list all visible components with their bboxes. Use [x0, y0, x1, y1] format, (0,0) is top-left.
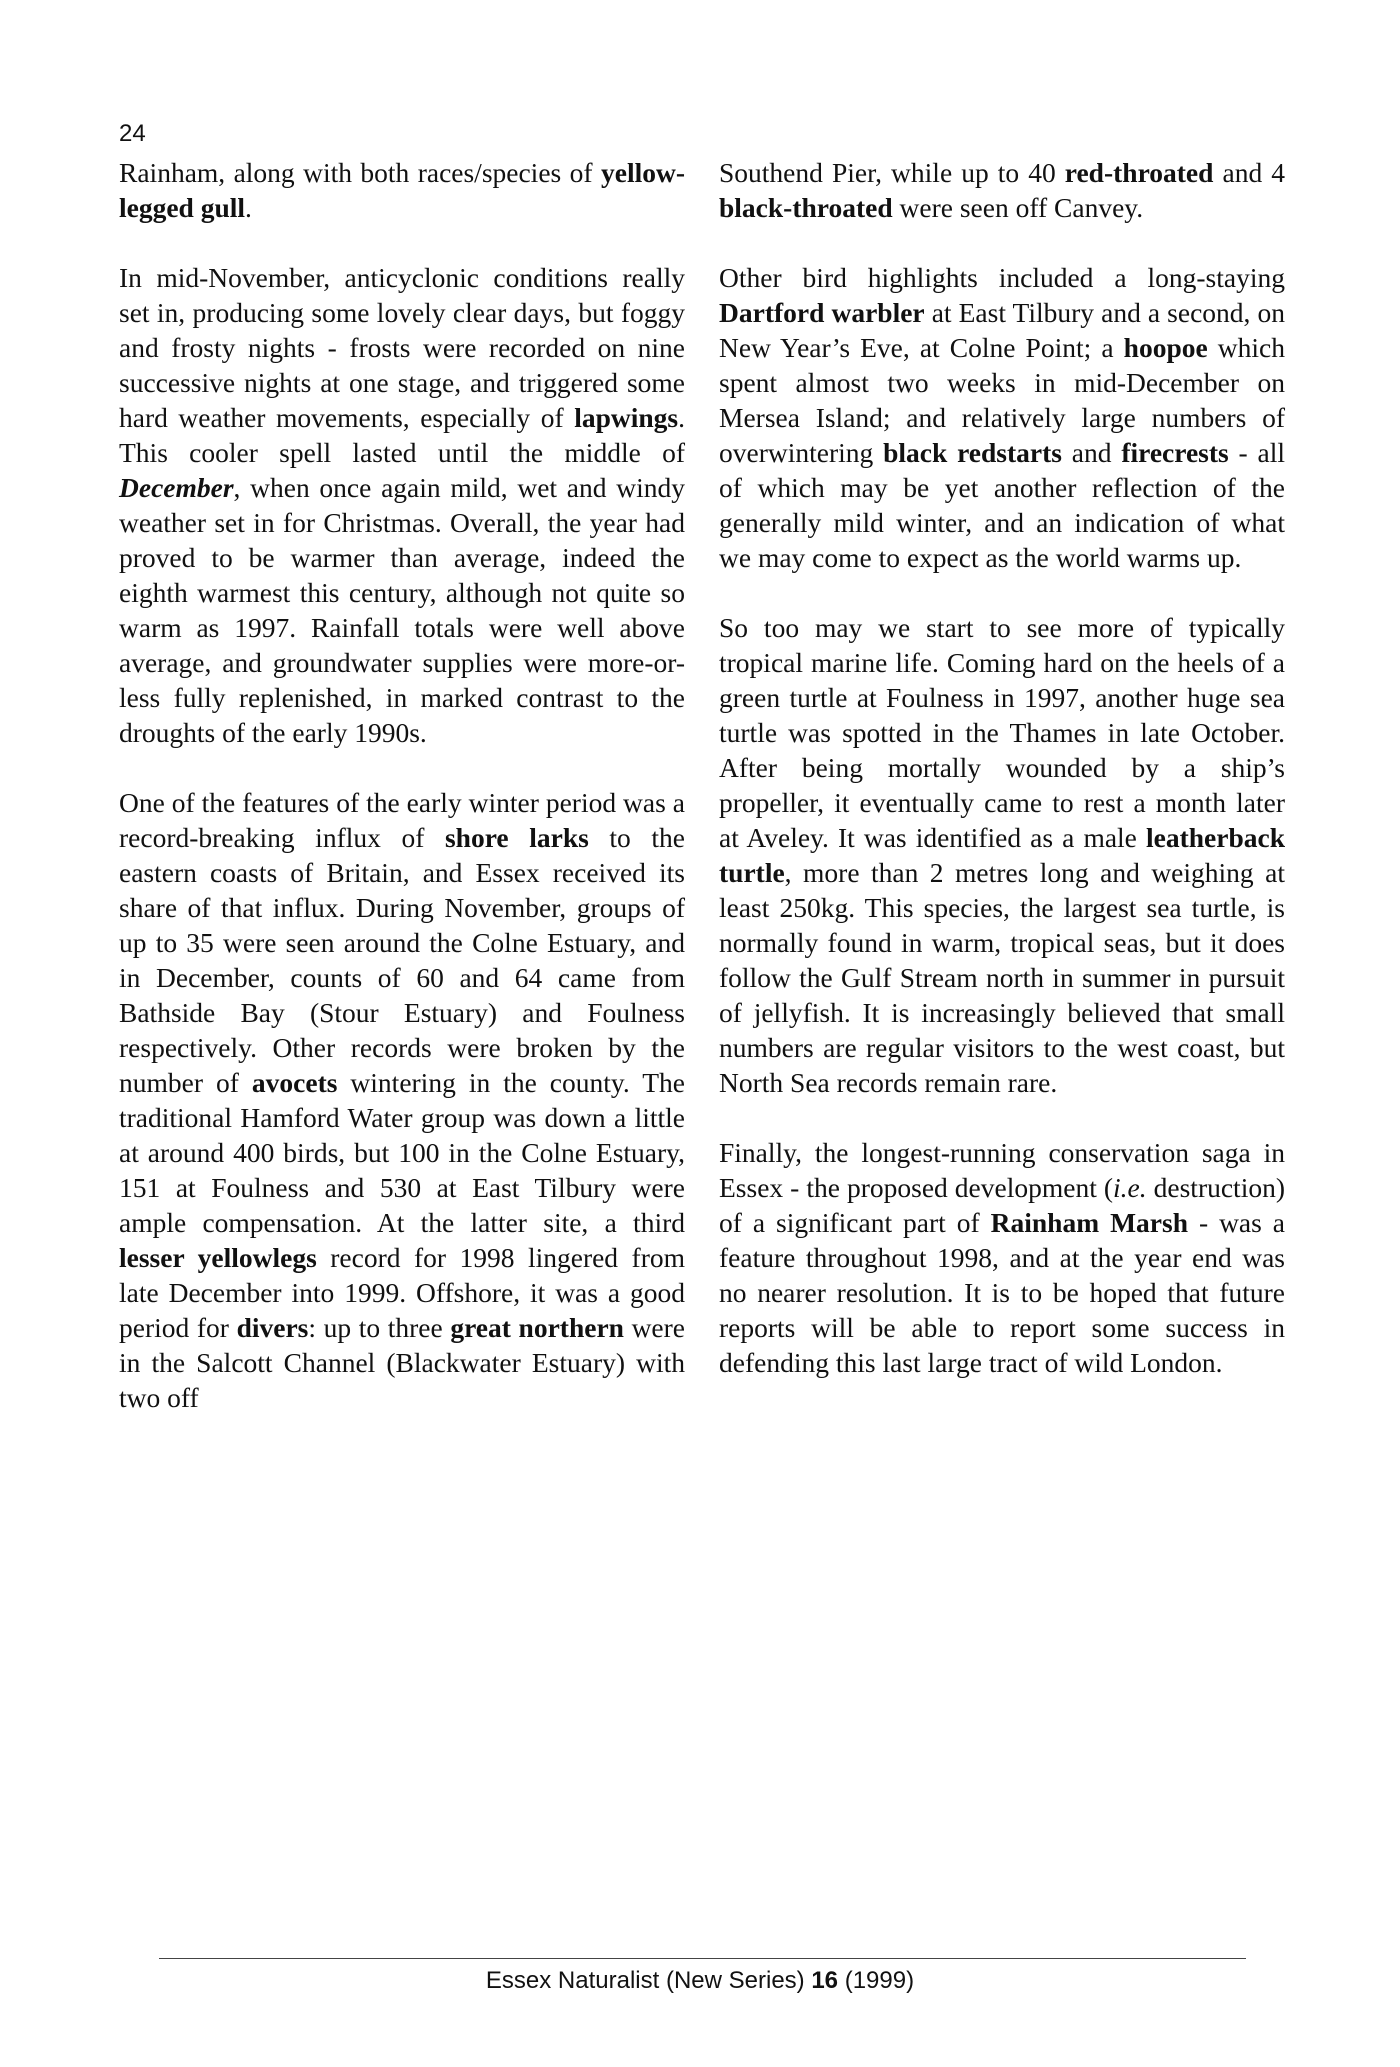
- bold-term: lesser yellowlegs: [119, 1242, 317, 1273]
- page-number: 24: [119, 120, 146, 147]
- bold-term: shore larks: [444, 822, 589, 853]
- text-run: and 4: [1213, 157, 1285, 188]
- text-run: were in the Salcott Channel (Blackwater Estuary) with two off: [119, 1312, 685, 1413]
- footer-citation: [0, 1966, 1400, 1996]
- text-run: were seen off Canvey.: [892, 192, 1144, 223]
- paragraph: [119, 260, 685, 750]
- bold-term: hoopoe: [1123, 332, 1208, 363]
- text-run: , when once again mild, wet and windy weather set in for Christmas. Overall, the year had proved to be warmer than average, indeed the eighth warmest this century, although not quite so warm as 1997. Rainfall totals were well above average, and groundwater supplies were more-or-less fully replenished, in marked contrast to the droughts of the early 1990s.: [119, 472, 685, 748]
- text-run: record for 1998 lingered from late December into 1999. Offshore, it was a good period for: [119, 1242, 685, 1343]
- bold-term: black redstarts: [883, 437, 1062, 468]
- text-run: and: [1061, 437, 1122, 468]
- bold-term: lapwings: [574, 402, 679, 433]
- paragraph: [719, 155, 1285, 225]
- paragraph: [719, 610, 1285, 1100]
- paragraph: [719, 260, 1285, 575]
- bold-term: divers: [236, 1312, 309, 1343]
- bold-term: leatherback turtle: [719, 822, 1285, 888]
- text-run: destruction) of a significant part of: [719, 1172, 1285, 1238]
- text-run: So too may we start to see more of typically tropical marine life. Coming hard on the heels of a green turtle at Foulness in 1997, another huge sea turtle was spotted in the Thames in late October. After being mortally wounded by a ship’s propeller, it eventually came to rest a month later at Aveley. It was identified as a male: [719, 612, 1285, 853]
- paragraph: [119, 155, 685, 225]
- bold-term: Rainham Marsh: [990, 1207, 1188, 1238]
- text-run: Other bird highlights included a long-staying: [719, 262, 1285, 293]
- italic-term: i.e.: [1113, 1172, 1147, 1203]
- bold-term: yellow-legged gull: [119, 157, 685, 223]
- text-run: Finally, the longest-running conservation saga in Essex - the proposed development (: [719, 1137, 1285, 1203]
- bold-term: red-throated: [1064, 157, 1214, 188]
- bold-term: avocets: [251, 1067, 338, 1098]
- journal-name: Essex Naturalist (New Series): [485, 1967, 805, 1994]
- text-run: to the eastern coasts of Britain, and Essex received its share of that influx. During November, groups of up to 35 were seen around the Colne Estuary, and in December, counts of 60 and 64 came from Bathside Bay (Stour Estuary) and Foulness respectively. Other records were broken by the number of: [119, 822, 685, 1098]
- bold-term: black-throated: [719, 192, 893, 223]
- text-run: .: [245, 192, 252, 223]
- bold-italic-term: December: [119, 472, 234, 503]
- text-run: which spent almost two weeks in mid-December on Mersea Island; and relatively large numbers of overwintering: [719, 332, 1285, 468]
- text-run: - all of which may be yet another reflection of the generally mild winter, and an indication of what we may come to expect as the world warms up.: [719, 437, 1285, 573]
- left-column: [119, 155, 685, 1450]
- text-run: In mid-November, anticyclonic conditions really set in, producing some lovely clear days, but foggy and frosty nights - frosts were recorded on nine successive nights at one stage, and triggered some hard weather movements, especially of: [119, 262, 685, 433]
- bold-term: Dartford warbler: [719, 297, 925, 328]
- text-run: , more than 2 metres long and weighing at least 250kg. This species, the largest sea turtle, is normally found in warm, tropical seas, but it does follow the Gulf Stream north in summer in pursuit of jellyfish. It is increasingly believed that small numbers are regular visitors to the west coast, but North Sea records remain rare.: [719, 857, 1285, 1098]
- text-run: wintering in the county. The traditional Hamford Water group was down a little at around 400 birds, but 100 in the Colne Estuary, 151 at Foulness and 530 at East Tilbury were ample compensation. At the latter site, a third: [119, 1067, 685, 1238]
- text-run: : up to three: [308, 1312, 451, 1343]
- paragraph: [719, 1135, 1285, 1380]
- bold-term: great northern: [450, 1312, 624, 1343]
- text-run: . This cooler spell lasted until the middle of: [119, 402, 685, 468]
- text-run: Southend Pier, while up to 40: [719, 157, 1065, 188]
- bold-term: firecrests: [1121, 437, 1229, 468]
- text-run: - was a feature throughout 1998, and at the year end was no nearer resolution. It is to be hoped that future reports will be able to report some success in defending this last large tract of wild London.: [719, 1207, 1285, 1378]
- paragraph: [119, 785, 685, 1415]
- publication-year: (1999): [844, 1967, 915, 1994]
- footer-divider: [159, 1958, 1246, 1959]
- volume-number: 16: [811, 1967, 839, 1994]
- text-run: Rainham, along with both races/species of: [119, 157, 601, 188]
- text-run: One of the features of the early winter period was a record-breaking influx of: [119, 787, 685, 853]
- right-column: [719, 155, 1285, 1415]
- text-run: at East Tilbury and a second, on New Year’s Eve, at Colne Point; a: [719, 297, 1285, 363]
